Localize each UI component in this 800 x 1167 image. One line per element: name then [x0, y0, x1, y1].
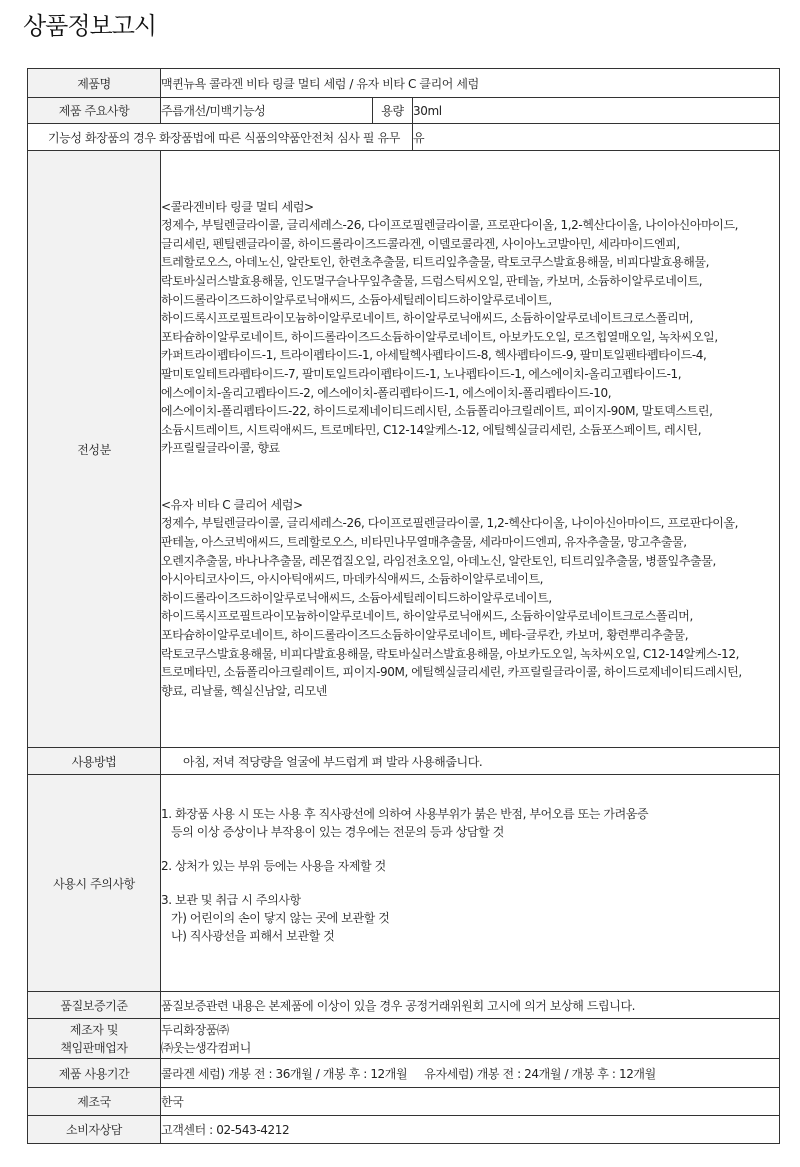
product-name-value: 맥퀸뉴욕 콜라겐 비타 링클 멀티 세럼 / 유자 비타 C 클리어 세럼 — [161, 69, 780, 98]
ingredient-line: 트로메타민, 소듐폴리아크릴레이트, 피이지-90M, 에틸헥실글리세린, 카프릴릴글라이콜, 하이드로제네이티드레시틴, — [161, 665, 742, 680]
caution-item-3b: 나) 직사광선을 피해서 보관할 것 — [171, 929, 335, 943]
ingredient-line: 아시아티코사이드, 아시아틱애씨드, 마데카식애씨드, 소듐하이알루로네이트, — [161, 572, 544, 587]
ingredient-line: 포타슘하이알루로네이트, 하이드롤라이즈드소듐하이알루로네이트, 아보카도오일, 로즈힙열매오일, 녹차씨오일, — [161, 329, 718, 344]
period-value: 콜라겐 세럼) 개봉 전 : 36개월 / 개봉 후 : 12개월 유자세럼) 개봉 전 : 24개월 / 개봉 후 : 12개월 — [161, 1059, 780, 1088]
quality-value: 품질보증관련 내용은 본제품에 이상이 있을 경우 공정거래위원회 고시에 의거 보상해 드립니다. — [161, 992, 780, 1019]
caution-item — [161, 805, 779, 841]
ingredients-list — [161, 514, 779, 700]
ingredient-line: 팔미토일테트라펩타이드-7, 팔미토일트라이펩타이드-1, 노나펩타이드-1, 에스에이치-올리고펩타이드-1, — [161, 366, 682, 381]
ingredient-line: 판테놀, 아스코빅애씨드, 트레할로오스, 비타민나무열매추출물, 세라마이드엔피, 유자추출물, 망고추출물, — [161, 535, 687, 550]
volume-label: 용량 — [373, 98, 413, 124]
country-label: 제조국 — [28, 1088, 161, 1116]
ingredient-line: 정제수, 부틸렌글라이콜, 글리세레스-26, 다이프로필렌글라이콜, 1,2-헥산다이올, 나이아신아마이드, 프로판다이올, — [161, 516, 739, 531]
ingredient-line: 에스에이치-올리고펩타이드-2, 에스에이치-폴리펩타이드-1, 에스에이치-폴리펩타이드-10, — [161, 385, 612, 400]
row-product-name — [28, 69, 780, 98]
ingredient-line: 카프릴릴글라이콜, 향료 — [161, 441, 280, 456]
functional-review-value: 유 — [413, 124, 780, 151]
main-spec-label: 제품 주요사항 — [28, 98, 161, 124]
ingredient-line: 글리세린, 펜틸렌글라이콜, 하이드롤라이즈드콜라겐, 이델로콜라겐, 사이아노코발아민, 세라마이드엔피, — [161, 236, 680, 251]
manufacturer-label-line-1: 제조자 및 — [69, 1022, 119, 1037]
row-manufacturer — [28, 1019, 780, 1059]
row-ingredients — [28, 151, 780, 748]
caution-item-1-line-2: 등의 이상 증상이나 부작용이 있는 경우에는 전문의 등과 상담할 것 — [171, 825, 504, 839]
volume-value: 30ml — [413, 98, 780, 124]
manufacturer-label — [28, 1019, 161, 1059]
period-label: 제품 사용기간 — [28, 1059, 161, 1088]
ingredient-line: 향료, 리날룰, 헥실신남알, 리모넨 — [161, 683, 327, 698]
row-caution — [28, 775, 780, 992]
row-quality — [28, 992, 780, 1019]
usage-label: 사용방법 — [28, 748, 161, 775]
ingredient-line: 소듐시트레이트, 시트릭애씨드, 트로메타민, C12-14알케스-12, 에틸헥실글리세린, 소듐포스페이트, 레시틴, — [161, 422, 702, 437]
row-period — [28, 1059, 780, 1088]
manufacturer-label-line-2: 책임판매업자 — [60, 1040, 128, 1055]
row-usage — [28, 748, 780, 775]
usage-value: 아침, 저녁 적당량을 얼굴에 부드럽게 펴 발라 사용해줍니다. — [161, 748, 780, 775]
ingredient-line: 에스에이치-폴리펩타이드-22, 하이드로제네이티드레시틴, 소듐폴리아크릴레이트, 피이지-90M, 말토덱스트린, — [161, 404, 713, 419]
ingredients-list — [161, 216, 779, 458]
manufacturer-line-2: ㈜웃는생각컴퍼니 — [161, 1040, 251, 1055]
quality-label: 품질보증기준 — [28, 992, 161, 1019]
ingredients-section-title: <콜라겐비타 링클 멀티 세럼> — [161, 199, 314, 214]
page-title: 상품정보고시 — [23, 12, 157, 40]
ingredient-line: 락토코쿠스발효용해물, 비피다발효용해물, 락토바실러스발효용해물, 아보카도오일, 녹차씨오일, C12-14알케스-12, — [161, 646, 740, 661]
row-country — [28, 1088, 780, 1116]
ingredient-line: 카퍼트라이펩타이드-1, 트라이펩타이드-1, 아세틸헥사펩타이드-8, 헥사펩타이드-9, 팔미토일펜타펩타이드-4, — [161, 348, 707, 363]
ingredient-line: 정제수, 부틸렌글라이콜, 글리세레스-26, 다이프로필렌글라이콜, 프로판다이올, 1,2-헥산다이올, 나이아신아마이드, — [161, 218, 739, 233]
functional-review-label: 기능성 화장품의 경우 화장품법에 따른 식품의약품안전처 심사 필 유무 — [28, 124, 413, 151]
country-value: 한국 — [161, 1088, 780, 1116]
manufacturer-line-1: 두리화장품㈜ — [161, 1022, 229, 1037]
ingredient-line: 오렌지추출물, 바나나추출물, 레몬껍질오일, 라임전초오일, 아데노신, 알란토인, 티트리잎추출물, 병풀잎추출물, — [161, 553, 716, 568]
caution-item-3a: 가) 어린이의 손이 닿지 않는 곳에 보관할 것 — [171, 911, 390, 925]
ingredient-line: 트레할로오스, 아데노신, 알란토인, 한련초추출물, 티트리잎추출물, 락토코쿠스발효용해물, 비피다발효용해물, — [161, 255, 710, 270]
caution-label: 사용시 주의사항 — [28, 775, 161, 992]
ingredient-line: 하이드록시프로필트라이모늄하이알루로네이트, 하이알루로닉애씨드, 소듐하이알루로네이트크로스폴리머, — [161, 609, 693, 624]
row-functional-review — [28, 124, 780, 151]
caution-item-1-line-1: 1. 화장품 사용 시 또는 사용 후 직사광선에 의하여 사용부위가 붉은 반점, 부어오름 또는 가려움증 — [161, 807, 649, 821]
caution-item-3: 3. 보관 및 취급 시 주의사항 — [161, 893, 301, 907]
manufacturer-value — [161, 1019, 780, 1059]
ingredient-line: 포타슘하이알루로네이트, 하이드롤라이즈드소듐하이알루로네이트, 베타-글루칸, 카보머, 황련뿌리추출물, — [161, 628, 689, 643]
caution-content — [161, 775, 780, 992]
ingredients-label: 전성분 — [28, 151, 161, 748]
ingredient-line: 하이드롤라이즈드하이알루로닉애씨드, 소듐아세틸레이티드하이알루로네이트, — [161, 590, 552, 605]
caution-item — [161, 857, 779, 875]
ingredient-line: 하이드록시프로필트라이모늄하이알루로네이트, 하이알루로닉애씨드, 소듐하이알루로네이트크로스폴리머, — [161, 311, 693, 326]
product-name-label: 제품명 — [28, 69, 161, 98]
caution-item — [161, 891, 779, 945]
ingredient-line: 락토바실러스발효용해물, 인도멀구슬나무잎추출물, 드럼스틱씨오일, 판테놀, 카보머, 소듐하이알루로네이트, — [161, 273, 703, 288]
consult-label: 소비자상담 — [28, 1116, 161, 1144]
row-main-spec — [28, 98, 780, 124]
main-spec-value: 주름개선/미백기능성 — [161, 98, 373, 124]
ingredients-section-title: <유자 비타 C 클리어 세럼> — [161, 497, 303, 512]
product-info-table — [27, 68, 780, 1144]
row-consult — [28, 1116, 780, 1144]
ingredient-line: 하이드롤라이즈드하이알루로닉애씨드, 소듐아세틸레이티드하이알루로네이트, — [161, 292, 552, 307]
caution-item-2: 2. 상처가 있는 부위 등에는 사용을 자제할 것 — [161, 859, 386, 873]
ingredients-content — [161, 151, 780, 748]
consult-value: 고객센터 : 02-543-4212 — [161, 1116, 780, 1144]
